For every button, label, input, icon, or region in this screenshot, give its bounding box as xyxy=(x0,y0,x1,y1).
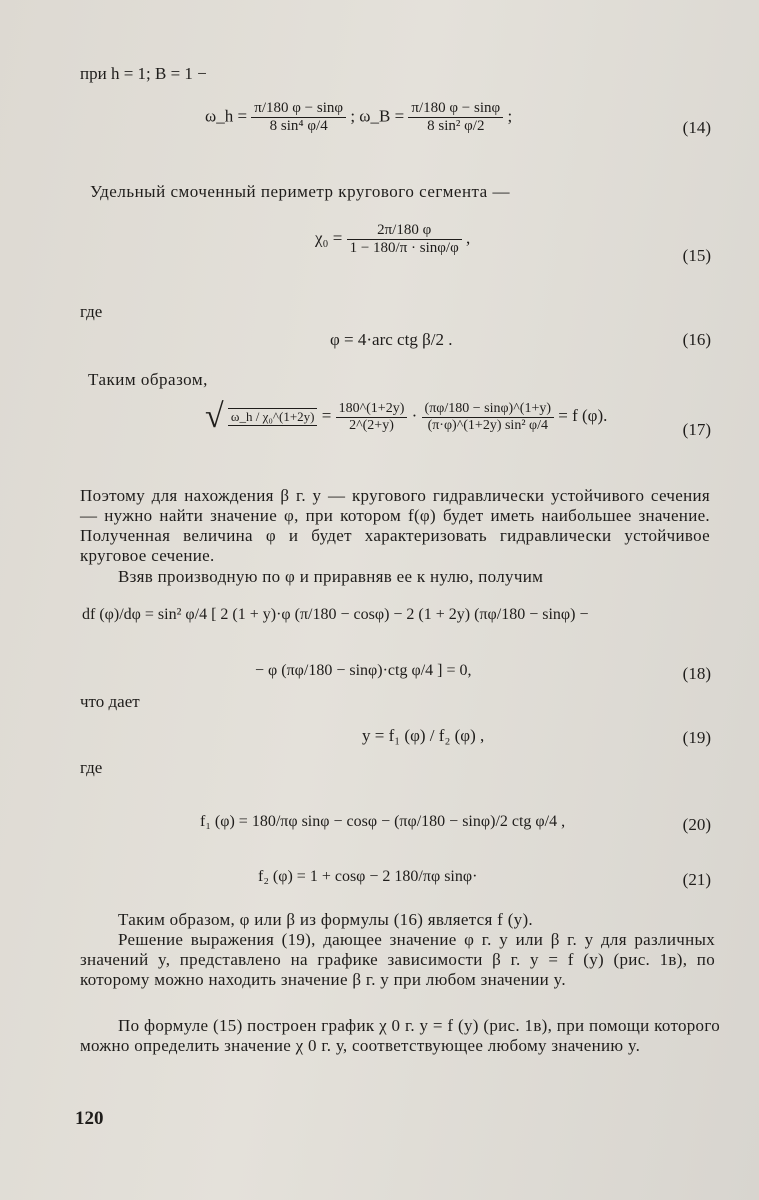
eq14-number: (14) xyxy=(682,118,711,137)
equation-16: φ = 4·arc ctg β/2 . xyxy=(330,330,453,349)
eq15-number: (15) xyxy=(682,246,711,265)
eq17-frac2-den: (π·φ)^(1+2y) sin² φ/4 xyxy=(427,417,548,433)
eq14-frac-a-den: 8 sin⁴ φ/4 xyxy=(269,118,328,134)
eq17-root xyxy=(228,408,318,426)
equation-15 xyxy=(315,222,470,257)
thus-1: Таким образом, xyxy=(88,370,208,389)
eq17-root-content: ω_h / χ₀^(1+2y) xyxy=(228,409,318,426)
where-2: где xyxy=(80,758,103,777)
eq17-tail: = f (φ). xyxy=(558,405,608,425)
eq16-number: (16) xyxy=(682,330,711,349)
eq17-eq: = xyxy=(321,405,332,425)
eq17-frac1 xyxy=(336,401,408,434)
paragraph-5: По формуле (15) построен график χ 0 г. у = f (y) (рис. 1в), при помощи которого можно определить значение χ 0 г. у, соответствующее любому значению y. xyxy=(80,1016,720,1055)
eq14-tail: ; xyxy=(507,106,513,126)
eq21-number: (21) xyxy=(682,870,711,889)
page-number: 120 xyxy=(75,1108,104,1129)
equation-18-line2: − φ (πφ/180 − sinφ)·ctg φ/4 ] = 0, xyxy=(255,662,472,679)
top-line: при h = 1; B = 1 − xyxy=(80,64,207,83)
eq17-frac1-num: 180^(1+2y) xyxy=(336,401,408,418)
where-1: где xyxy=(80,302,103,321)
eq14-frac-a-num: π/180 φ − sinφ xyxy=(251,100,346,118)
eq14-frac-b-num: π/180 φ − sinφ xyxy=(408,100,503,118)
sqrt-sign: √ xyxy=(205,398,224,435)
eq15-left: χ₀ = xyxy=(315,228,343,248)
eq14-mid: ; ω_B = xyxy=(350,106,405,126)
text-perimeter: Удельный смоченный периметр кругового сегмента — xyxy=(90,182,510,201)
eq17-frac2-num: (πφ/180 − sinφ)^(1+y) xyxy=(422,401,554,418)
paragraph-3: Таким образом, φ или β из формулы (16) является f (y). xyxy=(118,910,533,929)
gives-text: что дает xyxy=(80,692,140,711)
equation-20: f₁ (φ) = 180/πφ sinφ − cosφ − (πφ/180 − sinφ)/2 ctg φ/4 , xyxy=(200,813,566,830)
paragraph-4: Решение выражения (19), дающее значение φ г. у или β г. у для различных значений y, представлено на графике зависимости β г. у = f (y) (рис. 1в), по которому можно находить значение β г. у при любом значении y. xyxy=(80,930,715,989)
paragraph-2: Взяв производную по φ и приравняв ее к нулю, получим xyxy=(118,567,544,586)
eq17-frac2 xyxy=(422,401,554,434)
eq17-dot: · xyxy=(411,405,418,425)
paragraph-1: Поэтому для нахождения β г. у — кругового гидравлически устойчивого сечения — нужно найти значение φ, при котором f(φ) будет иметь наибольшее значение. Полученная величина φ и будет характеризовать гидравлически устойчивое круговое сечение. xyxy=(80,486,710,565)
eq19-number: (19) xyxy=(682,728,711,747)
eq14-frac-b xyxy=(408,100,503,135)
equation-14 xyxy=(205,100,512,135)
eq18-number: (18) xyxy=(682,664,711,683)
equation-18-line1: df (φ)/dφ = sin² φ/4 [ 2 (1 + y)·φ (π/180 − cosφ) − 2 (1 + 2y) (πφ/180 − sinφ) − xyxy=(82,606,589,623)
eq17-number: (17) xyxy=(682,420,711,439)
eq15-frac xyxy=(347,222,462,257)
eq14-left: ω_h = xyxy=(205,106,248,126)
equation-21: f₂ (φ) = 1 + cosφ − 2 180/πφ sinφ· xyxy=(258,868,478,885)
eq14-frac-a xyxy=(251,100,346,135)
eq20-number: (20) xyxy=(682,815,711,834)
eq15-tail: , xyxy=(466,228,471,248)
equation-19: y = f₁ (φ) / f₂ (φ) , xyxy=(362,726,485,745)
equation-17 xyxy=(205,398,607,436)
eq15-num: 2π/180 φ xyxy=(347,222,462,240)
eq14-frac-b-den: 8 sin² φ/2 xyxy=(427,118,485,134)
eq17-frac1-den: 2^(2+y) xyxy=(349,417,394,433)
eq15-den: 1 − 180/π · sinφ/φ xyxy=(349,240,459,256)
